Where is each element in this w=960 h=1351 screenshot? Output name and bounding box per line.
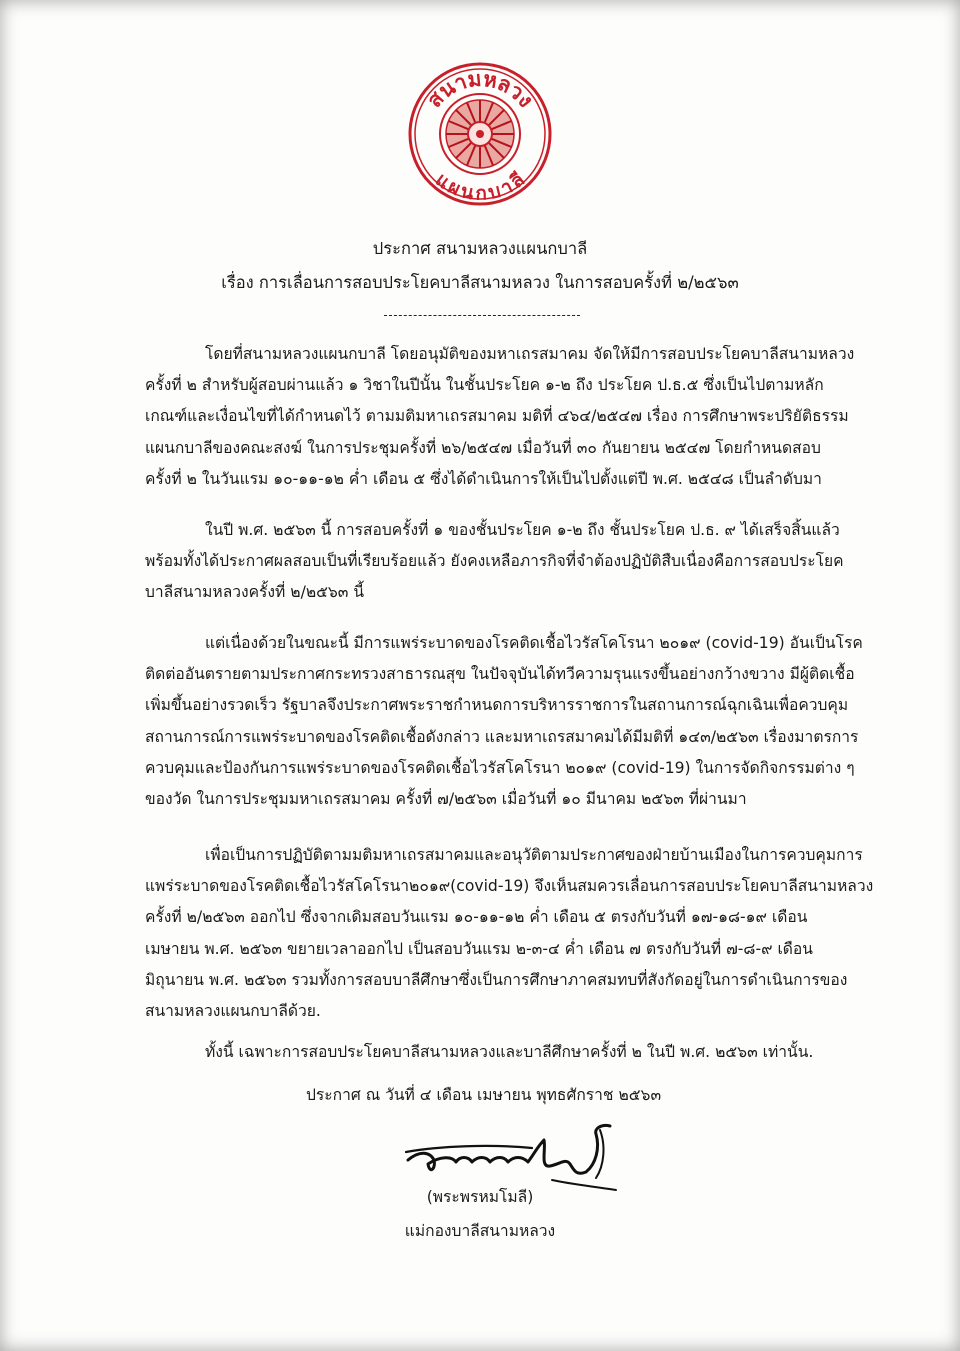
paragraph-line: ควบคุมและป้องกันการแพร่ระบาดของโรคติดเชื้อไวรัสโคโรนา ๒๐๑๙ (covid-19) ในการจัดกิจกรรมต่าง ๆ: [145, 758, 855, 777]
paragraph-4: [145, 840, 874, 1027]
paragraph-line: เมษายน พ.ศ. ๒๕๖๓ ขยายเวลาออกไป เป็นสอบวันแรม ๒-๓-๔ ค่ำ เดือน ๗ ตรงกับวันที่ ๗-๘-๙ เดือน: [145, 939, 813, 958]
signer-name: (พระพรหมโมลี): [426, 1188, 534, 1206]
paragraph-3: [145, 628, 863, 815]
document-subject: เรื่อง การเลื่อนการสอบประโยคบาลีสนามหลวง ในการสอบครั้งที่ ๒/๒๕๖๓: [221, 273, 739, 292]
paragraph-line: ครั้งที่ ๒ สำหรับผู้สอบผ่านแล้ว ๑ วิชาในปีนั้น ในชั้นประโยค ๑-๒ ถึง ประโยค ป.ธ.๕ ซึ่งเป็นไปตามหลัก: [145, 376, 824, 395]
paragraph-line: แพร่ระบาดของโรคติดเชื้อไวรัสโคโรนา๒๐๑๙(covid-19) จึงเห็นสมควรเลื่อนการสอบประโยคบาลีสนามหลวง: [145, 877, 874, 896]
paragraph-line: ครั้งที่ ๒/๒๕๖๓ ออกไป ซึ่งจากเดิมสอบวันแรม ๑๐-๑๑-๑๒ ค่ำ เดือน ๕ ตรงกับวันที่ ๑๗-๑๘-๑๙ เดือน: [145, 908, 808, 927]
paragraph-line: โดยที่สนามหลวงแผนกบาลี โดยอนุมัติของมหาเถรสมาคม จัดให้มีการสอบประโยคบาลีสนามหลวง: [205, 345, 855, 363]
paragraph-line: มิถุนายน พ.ศ. ๒๕๖๓ รวมทั้งการสอบบาลีศึกษาซึ่งเป็นการศึกษาภาคสมทบที่สังกัดอยู่ในการดำเนินการของ: [145, 970, 848, 989]
paragraph-line: สนามหลวงแผนกบาลีด้วย.: [145, 1002, 321, 1021]
paragraph-line: เกณฑ์และเงื่อนไขที่ได้กำหนดไว้ ตามมติมหาเถรสมาคม มติที่ ๔๖๔/๒๕๔๗ เรื่อง การศึกษาพระปริยัติธรรม: [145, 407, 849, 426]
paragraph-line: บาลีสนามหลวงครั้งที่ ๒/๒๕๖๓ นี้: [145, 583, 365, 602]
paragraph-line: พร้อมทั้งได้ประกาศผลสอบเป็นที่เรียบร้อยแล้ว ยังคงเหลือภารกิจที่จำต้องปฏิบัติสืบเนื่องคือการสอบประโยค: [145, 552, 844, 571]
paragraph-line: ทั้งนี้ เฉพาะการสอบประโยคบาลีสนามหลวงและบาลีศึกษาครั้งที่ ๒ ในปี พ.ศ. ๒๕๖๓ เท่านั้น.: [205, 1043, 814, 1061]
paragraph-line: ในปี พ.ศ. ๒๕๖๓ นี้ การสอบครั้งที่ ๑ ของชั้นประโยค ๑-๒ ถึง ชั้นประโยค ป.ธ. ๙ ได้เสร็จสิ้นแล้ว: [205, 521, 840, 539]
paragraph-line: แผนกบาลีของคณะสงฆ์ ในการประชุมครั้งที่ ๒๖/๒๕๔๗ เมื่อวันที่ ๓๐ กันยายน ๒๕๔๗ โดยกำหนดสอบ: [145, 438, 821, 457]
paragraph-1: [145, 339, 855, 495]
paragraph-line: สถานการณ์การแพร่ระบาดของโรคติดเชื้อดังกล่าว และมหาเถรสมาคมได้มีมติที่ ๑๔๓/๒๕๖๓ เรื่องมาตรการ: [145, 727, 859, 746]
paragraph-line: ครั้งที่ ๒ ในวันแรม ๑๐-๑๑-๑๒ ค่ำ เดือน ๕ ซึ่งได้ดำเนินการให้เป็นไปตั้งแต่ปี พ.ศ. ๒๕๔๘ เป็นลำดับมา: [145, 469, 822, 488]
seal-top-text: สนามหลวง: [422, 66, 538, 113]
paragraph-line: แต่เนื่องด้วยในขณะนี้ มีการแพร่ระบาดของโรคติดเชื้อไวรัสโคโรนา ๒๐๑๙ (covid-19) อันเป็นโรค: [205, 634, 863, 652]
paragraph-line: เพิ่มขึ้นอย่างรวดเร็ว รัฐบาลจึงประกาศพระราชกำหนดการบริหารราชการในสถานการณ์ฉุกเฉินเพื่อควบคุม: [145, 696, 849, 715]
paragraph-5: [145, 1037, 815, 1068]
paragraph-line: ของวัด ในการประชุมมหาเถรสมาคม ครั้งที่ ๗/๒๕๖๓ เมื่อวันที่ ๑๐ มีนาคม ๒๕๖๓ ที่ผ่านมา: [145, 790, 747, 809]
seal-emblem-icon: [406, 60, 554, 208]
paragraph-2: [145, 515, 844, 609]
announcement-date: ประกาศ ณ วันที่ ๔ เดือน เมษายน พุทธศักราช ๒๕๖๓: [306, 1086, 662, 1104]
paragraph-line: ติดต่ออันตรายตามประกาศกระทรวงสาธารณสุข ในปัจจุบันได้ทวีความรุนแรงขึ้นอย่างกว้างขวาง มีผู้ติดเชื้อ: [145, 665, 855, 684]
signer-title: แม่กองบาลีสนามหลวง: [404, 1222, 556, 1240]
title-divider: [384, 315, 580, 316]
seal-bottom-text: แผนกบาลี: [431, 168, 529, 205]
paragraph-line: เพื่อเป็นการปฏิบัติตามมติมหาเถรสมาคมและอนุวัติตามประกาศของฝ่ายบ้านเมืองในการควบคุมการ: [205, 846, 863, 864]
document-title: ประกาศ สนามหลวงแผนกบาลี: [372, 239, 588, 258]
